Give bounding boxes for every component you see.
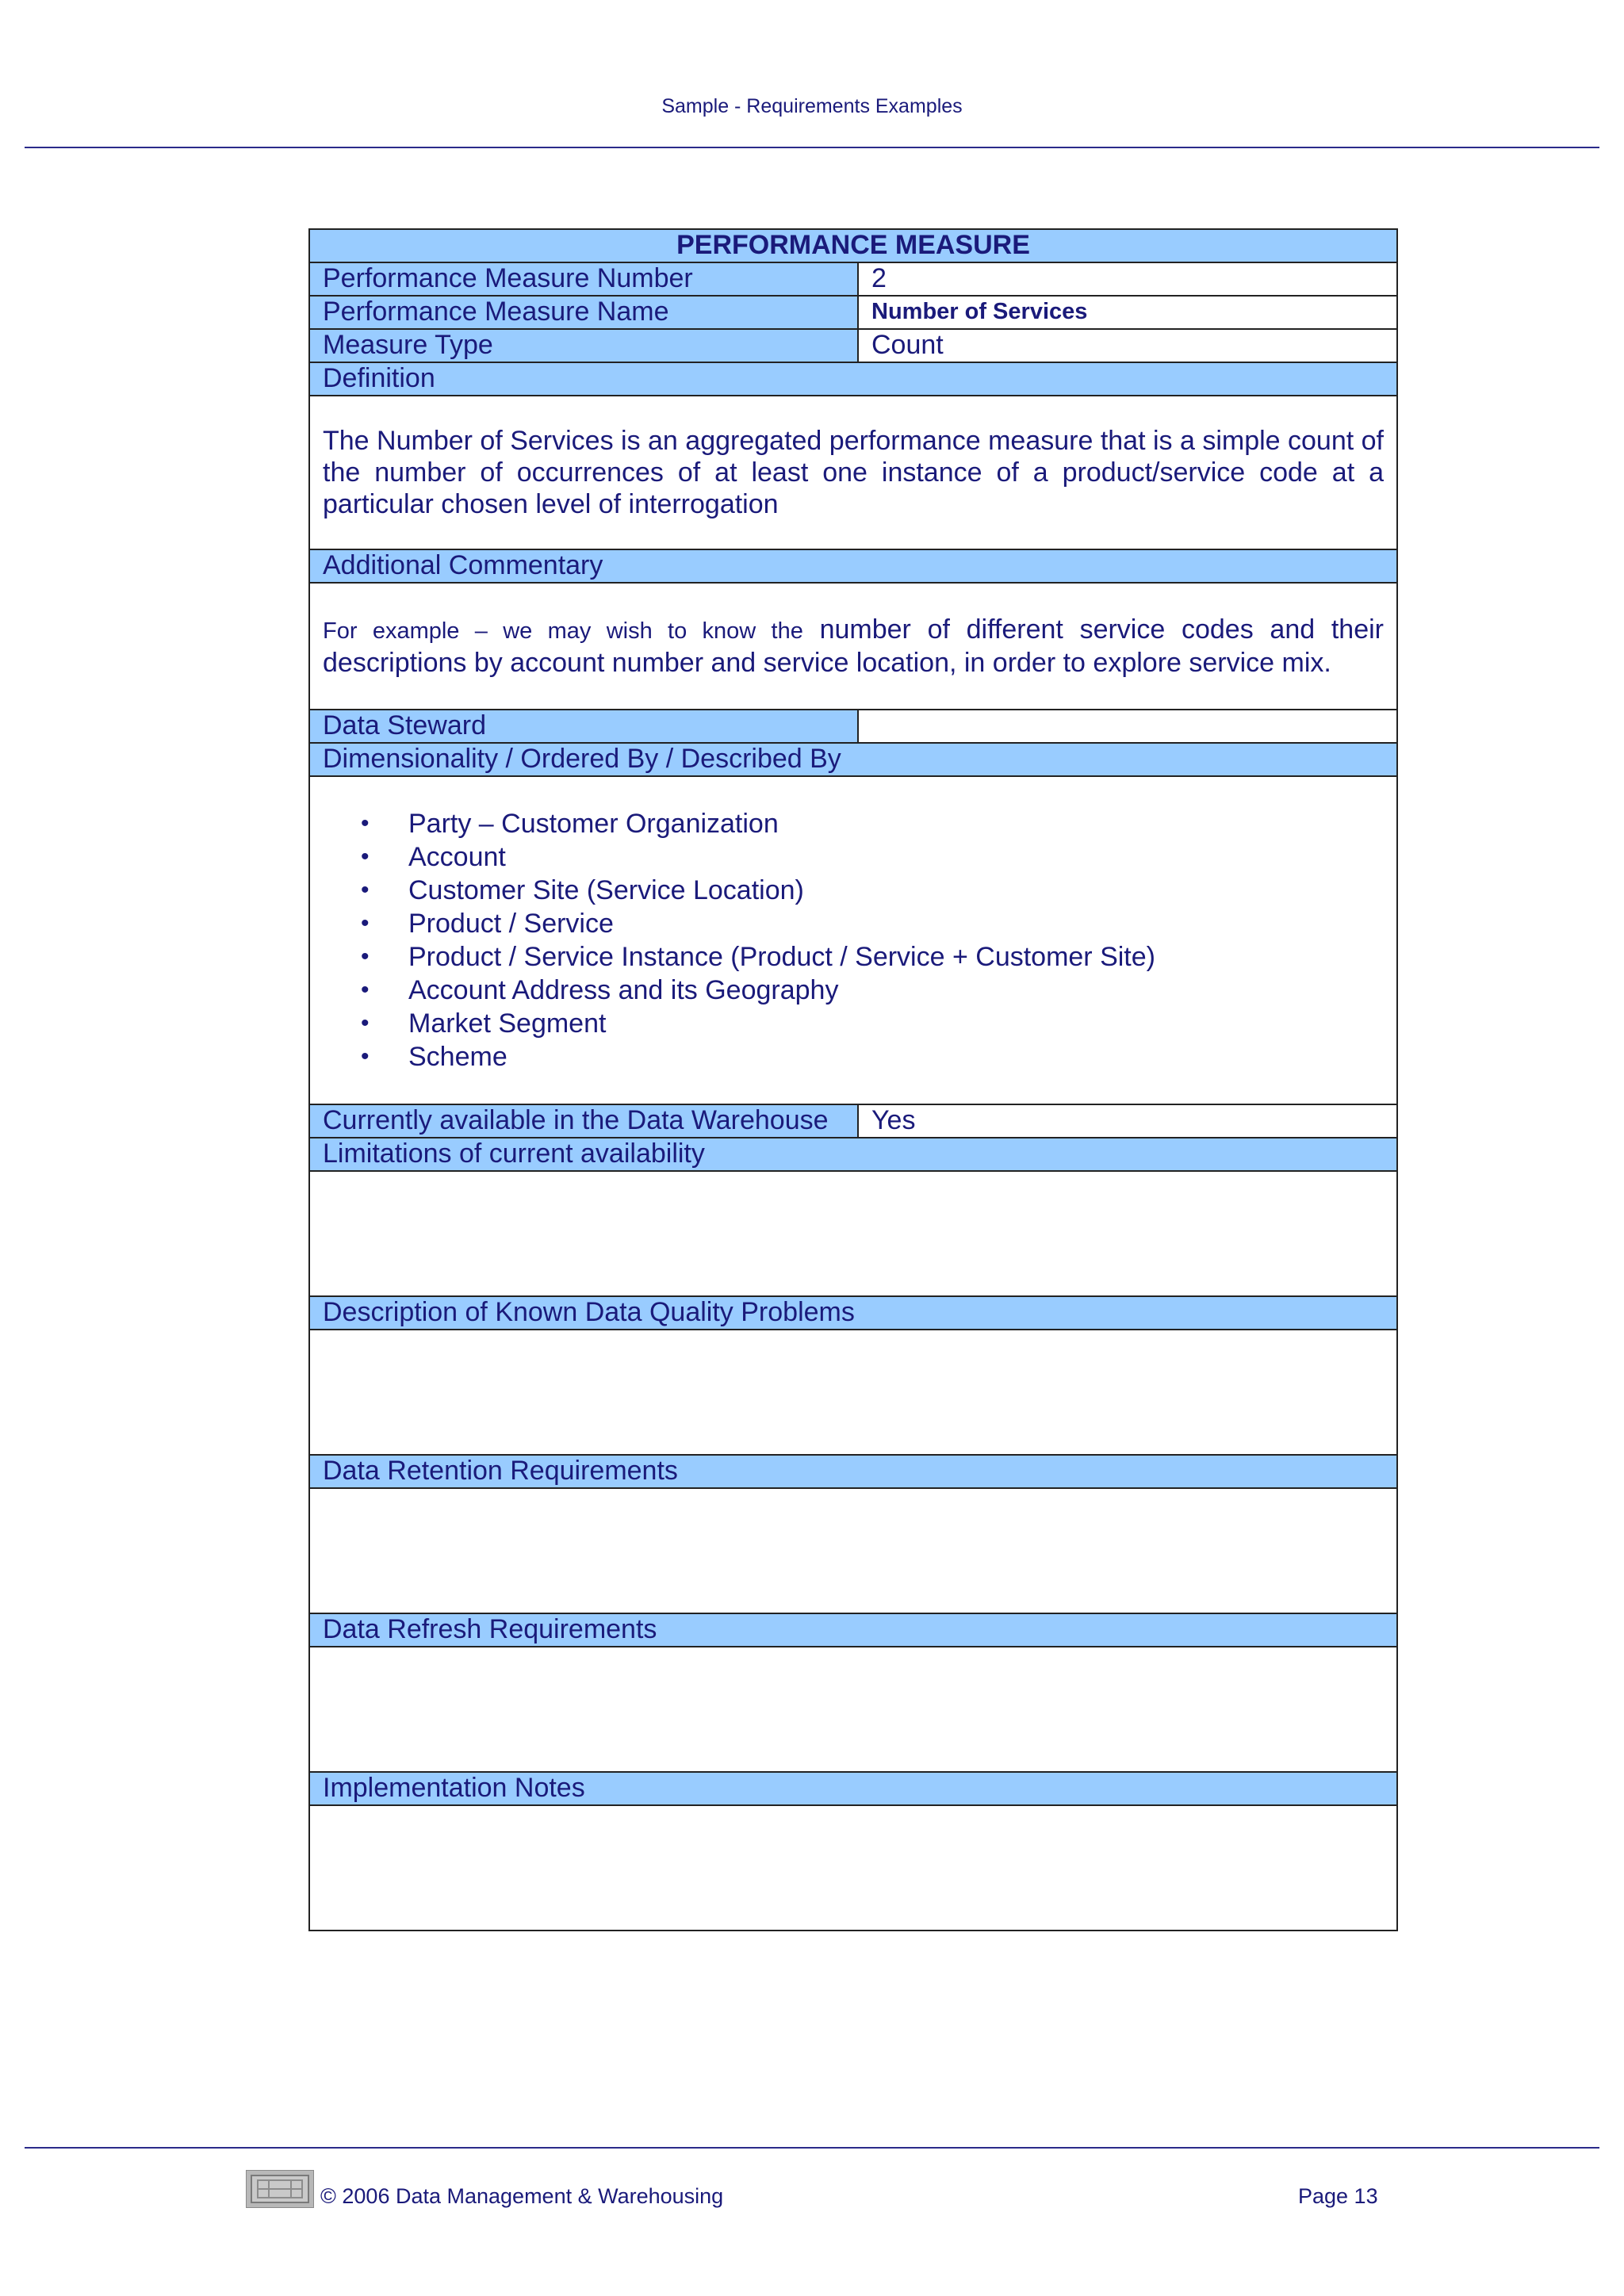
implementation-content xyxy=(309,1805,1397,1931)
footer-rule xyxy=(25,2147,1599,2149)
company-logo-icon xyxy=(246,2170,314,2208)
bullet-icon: • xyxy=(361,943,370,970)
retention-label: Data Retention Requirements xyxy=(309,1455,1397,1488)
commentary-text: number of different service codes and their descriptions by account number and service location, in order to explore service mix. xyxy=(323,614,1384,678)
measure-number-value: 2 xyxy=(858,262,1397,296)
list-item xyxy=(361,974,1384,1007)
data-steward-value xyxy=(858,710,1397,743)
bullet-icon: • xyxy=(361,844,370,870)
available-label: Currently available in the Data Warehouse xyxy=(309,1104,858,1138)
page-header: Sample - Requirements Examples xyxy=(661,95,963,117)
measure-number-label: Performance Measure Number xyxy=(309,262,858,296)
list-item xyxy=(361,940,1384,974)
list-item xyxy=(361,807,1384,840)
commentary-cell xyxy=(309,583,1397,710)
table-title: PERFORMANCE MEASURE xyxy=(309,229,1397,262)
commentary-label: Additional Commentary xyxy=(309,549,1397,583)
footer-page-number: Page 13 xyxy=(1298,2184,1378,2208)
implementation-label: Implementation Notes xyxy=(309,1772,1397,1805)
measure-name-value: Number of Services xyxy=(858,296,1397,329)
measure-type-label: Measure Type xyxy=(309,329,858,362)
list-item xyxy=(361,1040,1384,1073)
refresh-label: Data Refresh Requirements xyxy=(309,1613,1397,1647)
list-item xyxy=(361,840,1384,874)
dimension-text: Account xyxy=(408,842,506,872)
performance-measure-table xyxy=(308,228,1398,1931)
measure-name-label: Performance Measure Name xyxy=(309,296,858,329)
bullet-icon: • xyxy=(361,910,370,936)
bullet-icon: • xyxy=(361,1010,370,1036)
dimensions-cell xyxy=(309,776,1397,1104)
available-value: Yes xyxy=(858,1104,1397,1138)
dimension-text: Product / Service Instance (Product / Service + Customer Site) xyxy=(408,942,1155,972)
retention-content xyxy=(309,1488,1397,1613)
header-rule xyxy=(25,147,1599,148)
bullet-icon: • xyxy=(361,877,370,903)
dimension-text: Customer Site (Service Location) xyxy=(408,875,804,905)
list-item xyxy=(361,907,1384,940)
dimension-text: Scheme xyxy=(408,1042,508,1072)
bullet-icon: • xyxy=(361,977,370,1003)
bullet-icon: • xyxy=(361,1043,370,1070)
commentary-lead: For example – we may wish to know the xyxy=(323,618,803,644)
data-steward-label: Data Steward xyxy=(309,710,858,743)
dimension-text: Account Address and its Geography xyxy=(408,975,839,1005)
dimensionality-label: Dimensionality / Ordered By / Described By xyxy=(309,743,1397,776)
dimension-text: Market Segment xyxy=(408,1008,607,1039)
dimensions-list xyxy=(323,807,1384,1073)
quality-label: Description of Known Data Quality Problems xyxy=(309,1296,1397,1330)
quality-content xyxy=(309,1330,1397,1455)
limitations-label: Limitations of current availability xyxy=(309,1138,1397,1171)
definition-text: The Number of Services is an aggregated performance measure that is a simple count of the number of occurrences of at least one instance of a product/service code at a particular chosen level of interrogation xyxy=(309,396,1397,549)
footer-copyright: © 2006 Data Management & Warehousing xyxy=(320,2184,724,2208)
bullet-icon: • xyxy=(361,810,370,836)
dimension-text: Product / Service xyxy=(408,909,614,939)
refresh-content xyxy=(309,1647,1397,1772)
measure-type-value: Count xyxy=(858,329,1397,362)
list-item xyxy=(361,1007,1384,1040)
definition-label: Definition xyxy=(309,362,1397,396)
dimension-text: Party – Customer Organization xyxy=(408,809,779,839)
list-item xyxy=(361,874,1384,907)
limitations-content xyxy=(309,1171,1397,1296)
